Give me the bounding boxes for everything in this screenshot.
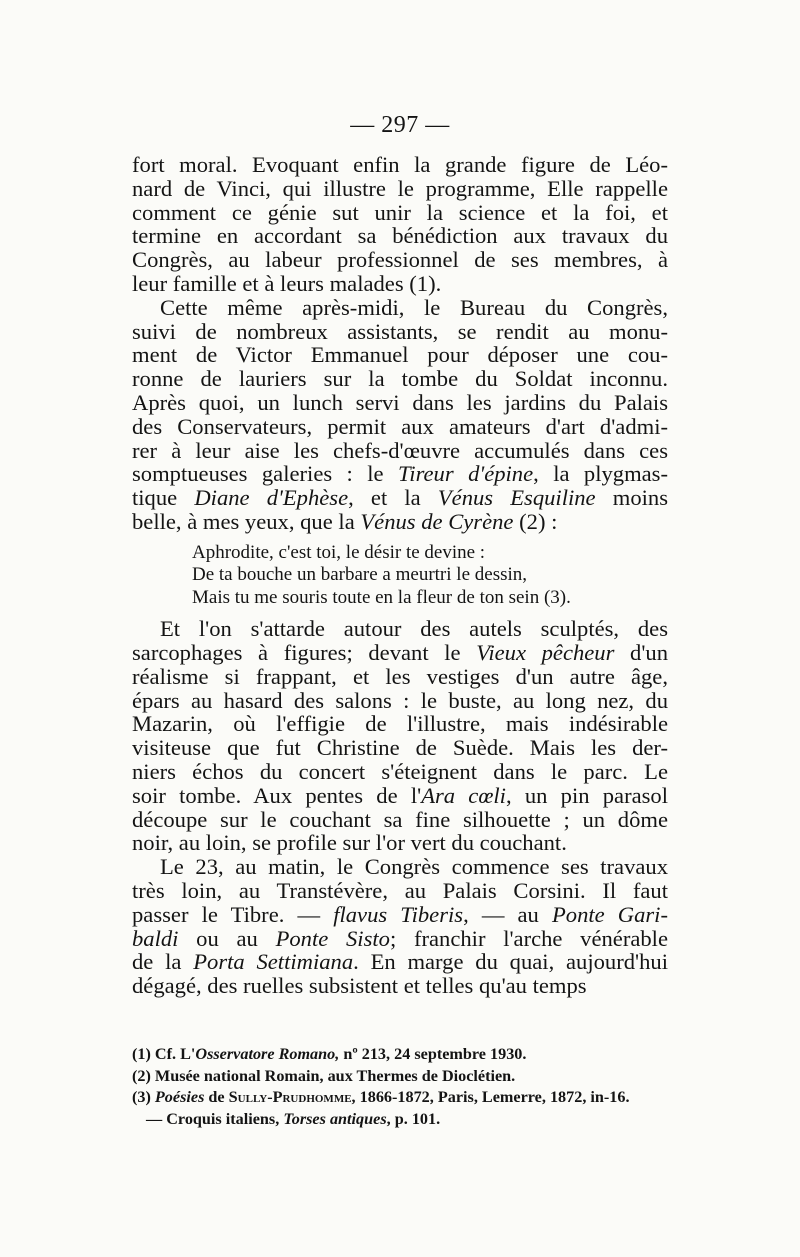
footnote-3 xyxy=(132,1087,672,1109)
verse-line: De ta bouche un barbare a meurtri le dessin, xyxy=(192,564,528,586)
text-segment: de xyxy=(204,1088,229,1106)
text-segment: somptueuses galeries : le xyxy=(132,461,398,487)
text-line: Mazarin, où l'effigie de l'illustre, mais indésirable xyxy=(132,711,668,737)
text-line xyxy=(132,641,668,665)
artwork-title: Vénus de Cyrène xyxy=(360,508,514,534)
text-segment: (2) : xyxy=(513,508,558,534)
text-line: rer à leur aise les chefs-d'œuvre accumulés dans ces xyxy=(132,437,668,463)
body-text xyxy=(132,153,668,998)
text-line xyxy=(132,950,668,974)
place-name: Ponte Sisto xyxy=(275,925,390,951)
latin-phrase: flavus Tiberis xyxy=(333,901,464,927)
publication-title: Torses antiques xyxy=(283,1109,387,1128)
artwork-title: Vénus Esquiline xyxy=(437,485,596,511)
text-line: ronne de lauriers sur la tombe du Soldat inconnu. xyxy=(132,366,668,392)
publication-title: Poésies xyxy=(154,1088,205,1106)
text-line: termine en accordant sa bénédiction aux travaux du xyxy=(132,223,668,249)
author-name: Sully-Prudhomme xyxy=(228,1088,352,1106)
text-segment: d'un xyxy=(614,640,668,666)
text-segment: — Croquis italiens, xyxy=(146,1109,284,1128)
text-line: comment ce génie sut unir la science et la foi, et xyxy=(132,199,668,225)
text-line: Après quoi, un lunch servi dans les jardins du Palais xyxy=(132,389,668,415)
text-line: niers échos du concert s'éteignent dans le parc. Le xyxy=(132,759,668,785)
text-segment: moins xyxy=(595,485,668,511)
text-segment: ; franchir l'arche vénérable xyxy=(389,925,668,951)
text-line: visiteuse que fut Christine de Suède. Mais les der- xyxy=(132,735,668,761)
text-segment: sarcophages à figures; devant le xyxy=(132,640,477,666)
text-segment: (1) Cf. L' xyxy=(132,1045,196,1063)
footnote-1 xyxy=(132,1044,672,1066)
footnote-2: (2) Musée national Romain, aux Thermes de Dioclétien. xyxy=(132,1066,516,1085)
text-line: Et l'on s'attarde autour des autels sculptés, des xyxy=(160,616,668,642)
text-segment: soir tombe. Aux pentes de l' xyxy=(132,782,422,808)
text-line xyxy=(132,462,668,486)
text-segment: , un pin parasol xyxy=(505,782,668,808)
text-segment: , et la xyxy=(348,485,438,511)
place-name: Porta Settimiana xyxy=(193,949,354,975)
text-line: Le 23, au matin, le Congrès commence ses travaux xyxy=(160,854,668,880)
text-segment: (3) xyxy=(132,1088,155,1106)
text-line: découpe sur le couchant sa fine silhouette ; un dôme xyxy=(132,806,668,832)
text-segment: nº 213, 24 septembre 1930. xyxy=(339,1045,527,1063)
text-line: épars au hasard des salons : le buste, au long nez, du xyxy=(132,687,668,713)
text-line: noir, au loin, se profile sur l'or vert du couchant. xyxy=(132,830,567,856)
artwork-title: Diane d'Ephèse xyxy=(194,485,349,511)
text-segment: , la plygmas- xyxy=(533,461,668,487)
text-segment: , p. 101. xyxy=(386,1109,441,1128)
text-line: Congrès, au labeur professionnel de ses membres, à xyxy=(132,247,668,273)
text-segment: belle, à mes yeux, que la xyxy=(132,508,361,534)
artwork-title: Vieux pêcheur xyxy=(476,640,615,666)
text-line xyxy=(132,927,668,951)
text-line: très loin, au Transtévère, au Palais Corsini. Il faut xyxy=(132,878,668,904)
text-segment: tique xyxy=(132,485,195,511)
page-number: — 297 — xyxy=(350,112,450,138)
text-line: réalisme si frappant, et les vestiges d'un autre âge, xyxy=(132,663,668,689)
place-name: baldi xyxy=(132,925,179,951)
text-segment: ou au xyxy=(178,925,276,951)
artwork-title: Tireur d'épine xyxy=(397,461,534,487)
text-line xyxy=(132,903,668,927)
text-line: leur famille et à leurs malades (1). xyxy=(132,270,442,296)
text-line: ment de Victor Emmanuel pour déposer une cou- xyxy=(132,342,668,368)
verse-quote xyxy=(192,542,668,610)
text-line xyxy=(132,486,668,510)
place-name: Ponte Gari- xyxy=(551,901,668,927)
footnote-3-continued xyxy=(132,1109,672,1131)
text-segment: . En marge du quai, aujourd'hui xyxy=(353,949,668,975)
text-line: suivi de nombreux assistants, se rendit au monu- xyxy=(132,318,668,344)
text-line: dégagé, des ruelles subsistent et telles qu'au temps xyxy=(132,973,587,999)
text-segment: , 1866-1872, Paris, Lemerre, 1872, in-16. xyxy=(351,1088,630,1106)
place-name: Ara cœli xyxy=(421,782,506,808)
text-line: nard de Vinci, qui illustre le programme, Elle rappelle xyxy=(132,175,668,201)
verse-line: Aphrodite, c'est toi, le désir te devine : xyxy=(192,541,486,563)
text-line xyxy=(132,510,668,534)
text-line: fort moral. Evoquant enfin la grande figure de Léo- xyxy=(132,152,668,177)
footnotes xyxy=(132,1044,672,1130)
text-segment: , — au xyxy=(463,901,552,927)
text-line xyxy=(132,784,668,808)
verse-line: Mais tu me souris toute en la fleur de ton sein (3). xyxy=(192,586,571,608)
publication-title: Osservatore Romano, xyxy=(195,1045,340,1063)
text-line: des Conservateurs, permit aux amateurs d'art d'admi- xyxy=(132,413,668,439)
text-line: Cette même après-midi, le Bureau du Congrès, xyxy=(160,294,668,320)
text-segment: de la xyxy=(132,949,194,975)
text-segment: passer le Tibre. — xyxy=(132,901,334,927)
